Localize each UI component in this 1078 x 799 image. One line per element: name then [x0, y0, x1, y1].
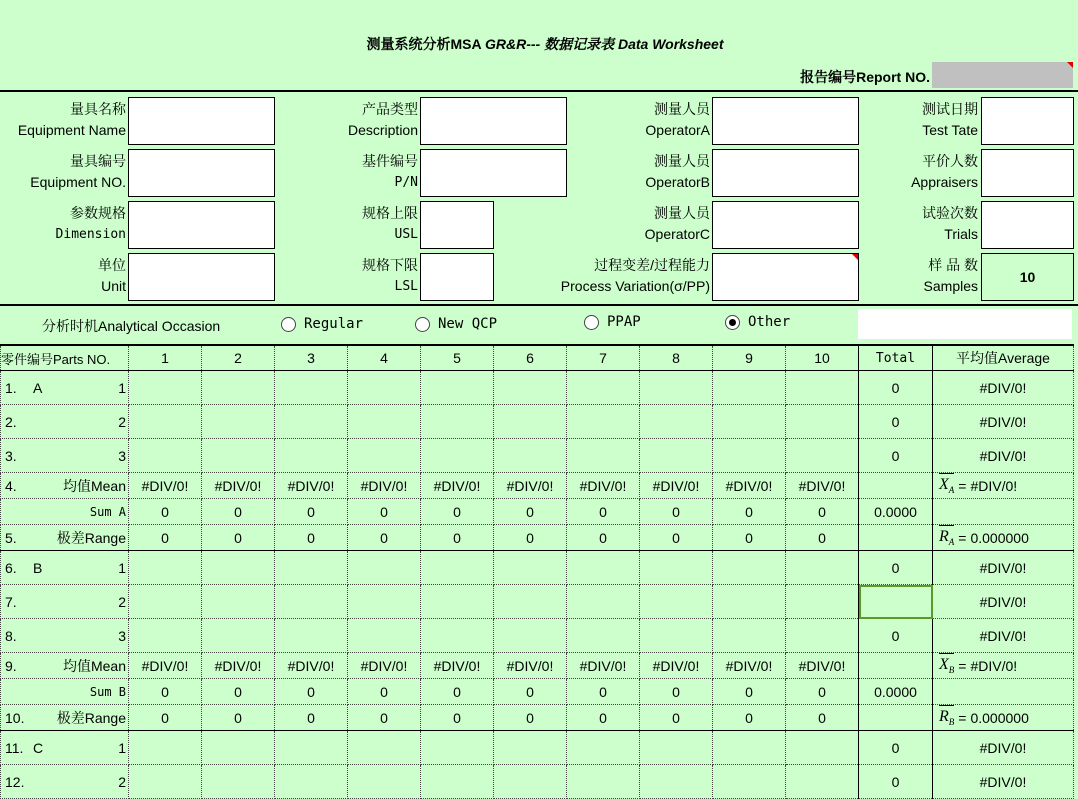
total-cell: 0.0000	[859, 679, 933, 705]
total-cell: 0	[859, 371, 933, 405]
measurement-cell[interactable]	[640, 551, 713, 585]
table-header-row	[1, 345, 1074, 371]
data-worksheet-table	[0, 344, 1074, 799]
unit-label: 单位 Unit	[98, 257, 126, 294]
measurement-cell[interactable]	[494, 405, 567, 439]
radio-ppap[interactable]: PPAP	[584, 314, 641, 330]
measurement-cell[interactable]	[275, 619, 348, 653]
usl-field[interactable]	[420, 201, 494, 249]
computed-cell: #DIV/0!	[348, 473, 421, 499]
computed-cell: #DIV/0!	[640, 653, 713, 679]
computed-cell: 0	[275, 499, 348, 525]
measurement-cell[interactable]	[129, 371, 202, 405]
operator-c-label: 测量人员 OperatorC	[644, 205, 710, 242]
part-column-header: 7	[567, 345, 640, 371]
trials-field[interactable]	[981, 201, 1074, 249]
trial-number: 3	[118, 627, 126, 644]
measurement-cell[interactable]	[640, 585, 713, 619]
radio-selected-icon	[725, 315, 740, 330]
computed-cell: 0	[494, 679, 567, 705]
average-cell: #DIV/0!	[933, 765, 1074, 799]
operator-c-field[interactable]	[712, 201, 859, 249]
computed-cell: 0	[567, 525, 640, 551]
average-header: 平均值Average	[933, 345, 1074, 371]
part-column-header: 5	[421, 345, 494, 371]
row-type-label: Sum B	[89, 684, 126, 699]
computed-cell: 0	[129, 525, 202, 551]
computed-cell: #DIV/0!	[129, 473, 202, 499]
computed-cell: #DIV/0!	[202, 653, 275, 679]
computed-cell: 0	[640, 499, 713, 525]
row-number: 7.	[5, 593, 17, 610]
average-cell: #DIV/0!	[933, 405, 1074, 439]
radio-circle-icon	[584, 315, 599, 330]
row-type-label: Sum A	[89, 504, 126, 519]
computed-cell: #DIV/0!	[786, 653, 859, 679]
computed-cell: 0	[640, 705, 713, 731]
measurement-cell[interactable]	[275, 405, 348, 439]
measurement-cell[interactable]	[567, 585, 640, 619]
trial-number: 1	[118, 379, 126, 396]
measurement-cell[interactable]	[567, 439, 640, 473]
row-label	[1, 551, 129, 585]
process-variation-field[interactable]	[712, 253, 859, 301]
equipment-no-label: 量具编号 Equipment NO.	[30, 153, 126, 190]
computed-cell: 0	[275, 679, 348, 705]
average-cell	[933, 499, 1074, 525]
average-cell: $R_A$ = 0.000000	[933, 525, 1074, 551]
row-number: 1.	[5, 379, 17, 396]
table-row	[1, 499, 1074, 525]
measurement-cell[interactable]	[640, 439, 713, 473]
test-date-label: 测试日期 Test Tate	[922, 101, 978, 138]
row-label	[1, 473, 129, 499]
total-cell[interactable]	[859, 585, 933, 619]
table-row	[1, 619, 1074, 653]
row-number: 11.	[5, 739, 24, 756]
average-cell: $X_B$ = #DIV/0!	[933, 653, 1074, 679]
table-row	[1, 371, 1074, 405]
trial-number: 2	[118, 593, 126, 610]
total-cell: 0	[859, 405, 933, 439]
measurement-cell[interactable]	[713, 371, 786, 405]
measurement-cell[interactable]	[786, 371, 859, 405]
table-row	[1, 473, 1074, 499]
row-label	[1, 525, 129, 551]
row-type-label: 均值Mean	[62, 657, 126, 674]
radio-circle-icon	[281, 317, 296, 332]
pn-label: 基件编号 P/N	[362, 153, 418, 190]
table-row	[1, 439, 1074, 473]
measurement-cell[interactable]	[202, 439, 275, 473]
row-label	[1, 619, 129, 653]
measurement-cell[interactable]	[567, 731, 640, 765]
radio-new-qcp[interactable]: New QCP	[415, 316, 497, 332]
appraisers-field[interactable]	[981, 149, 1074, 197]
measurement-cell[interactable]	[640, 619, 713, 653]
computed-cell: 0	[786, 499, 859, 525]
trial-number: 2	[118, 413, 126, 430]
appraiser-label: A	[33, 379, 43, 396]
measurement-cell[interactable]	[640, 731, 713, 765]
measurement-cell[interactable]	[567, 405, 640, 439]
computed-cell: #DIV/0!	[713, 653, 786, 679]
computed-cell: 0	[640, 679, 713, 705]
appraiser-label: B	[33, 559, 43, 576]
measurement-cell[interactable]	[202, 371, 275, 405]
measurement-cell[interactable]	[202, 405, 275, 439]
lsl-label: 规格下限 LSL	[362, 257, 418, 294]
row-number: 3.	[5, 447, 17, 464]
measurement-cell[interactable]	[129, 439, 202, 473]
dimension-label: 参数规格 Dimension	[55, 205, 126, 242]
measurement-cell[interactable]	[713, 405, 786, 439]
computed-cell: 0	[494, 705, 567, 731]
total-cell	[859, 705, 933, 731]
measurement-cell[interactable]	[348, 405, 421, 439]
computed-cell: 0	[786, 705, 859, 731]
row-label	[1, 585, 129, 619]
measurement-cell[interactable]	[494, 585, 567, 619]
measurement-cell[interactable]	[713, 731, 786, 765]
comment-indicator	[852, 254, 858, 260]
computed-cell: 0	[202, 679, 275, 705]
measurement-cell[interactable]	[421, 371, 494, 405]
measurement-cell[interactable]	[713, 585, 786, 619]
row-number: 10.	[5, 709, 25, 726]
measurement-cell[interactable]	[421, 439, 494, 473]
average-cell: #DIV/0!	[933, 371, 1074, 405]
average-cell: $X_A$ = #DIV/0!	[933, 473, 1074, 499]
computed-cell: 0	[713, 499, 786, 525]
measurement-cell[interactable]	[494, 731, 567, 765]
measurement-cell[interactable]	[348, 439, 421, 473]
measurement-cell[interactable]	[421, 551, 494, 585]
computed-cell: 0	[494, 525, 567, 551]
measurement-cell[interactable]	[786, 439, 859, 473]
comment-indicator	[1067, 62, 1073, 68]
computed-cell: 0	[421, 705, 494, 731]
computed-cell: #DIV/0!	[129, 653, 202, 679]
row-type-label: 极差Range	[56, 529, 126, 546]
total-cell: 0	[859, 765, 933, 799]
part-column-header: 2	[202, 345, 275, 371]
measurement-cell[interactable]	[348, 371, 421, 405]
description-label: 产品类型 Description	[347, 101, 418, 138]
part-column-header: 10	[786, 345, 859, 371]
divider	[0, 304, 1078, 306]
measurement-cell[interactable]	[275, 731, 348, 765]
appraiser-label: C	[33, 739, 44, 756]
average-cell: #DIV/0!	[933, 585, 1074, 619]
measurement-cell[interactable]	[202, 585, 275, 619]
measurement-cell[interactable]	[129, 551, 202, 585]
row-label	[1, 439, 129, 473]
table-row	[1, 525, 1074, 551]
computed-cell: #DIV/0!	[640, 473, 713, 499]
appraisers-label: 平价人数 Appraisers	[911, 153, 978, 190]
measurement-cell[interactable]	[640, 371, 713, 405]
row-number: 2.	[5, 413, 17, 430]
trial-number: 3	[118, 447, 126, 464]
samples-label: 样 品 数 Samples	[923, 257, 978, 294]
measurement-cell[interactable]	[129, 731, 202, 765]
usl-label: 规格上限 USL	[362, 205, 418, 242]
measurement-cell[interactable]	[348, 731, 421, 765]
computed-cell: 0	[713, 525, 786, 551]
computed-cell: 0	[348, 679, 421, 705]
measurement-cell[interactable]	[567, 371, 640, 405]
measurement-cell[interactable]	[348, 585, 421, 619]
computed-cell: 0	[275, 525, 348, 551]
measurement-cell[interactable]	[640, 405, 713, 439]
divider	[0, 90, 1078, 92]
computed-cell: 0	[202, 499, 275, 525]
measurement-cell[interactable]	[421, 731, 494, 765]
average-cell: #DIV/0!	[933, 731, 1074, 765]
computed-cell: 0	[567, 499, 640, 525]
equipment-name-field[interactable]	[128, 97, 275, 145]
row-type-label: 均值Mean	[62, 477, 126, 494]
computed-cell: #DIV/0!	[567, 653, 640, 679]
unit-field[interactable]	[128, 253, 275, 301]
operator-b-field[interactable]	[712, 149, 859, 197]
computed-cell: #DIV/0!	[786, 473, 859, 499]
measurement-cell[interactable]	[129, 619, 202, 653]
operator-a-field[interactable]	[712, 97, 859, 145]
row-label	[1, 405, 129, 439]
total-cell: 0	[859, 551, 933, 585]
total-cell: 0	[859, 619, 933, 653]
trials-label: 试验次数 Trials	[922, 205, 978, 242]
measurement-cell[interactable]	[786, 585, 859, 619]
measurement-cell[interactable]	[421, 619, 494, 653]
measurement-cell[interactable]	[129, 585, 202, 619]
table-row	[1, 653, 1074, 679]
trial-number: 2	[118, 773, 126, 790]
test-date-field[interactable]	[981, 97, 1074, 145]
measurement-cell[interactable]	[421, 405, 494, 439]
computed-cell: #DIV/0!	[202, 473, 275, 499]
lsl-field[interactable]	[420, 253, 494, 301]
total-cell: 0	[859, 439, 933, 473]
computed-cell: #DIV/0!	[421, 473, 494, 499]
average-cell	[933, 679, 1074, 705]
computed-cell: 0	[348, 499, 421, 525]
equipment-no-field[interactable]	[128, 149, 275, 197]
measurement-cell[interactable]	[786, 619, 859, 653]
table-row	[1, 405, 1074, 439]
row-number: 4.	[5, 477, 17, 494]
computed-cell: 0	[129, 705, 202, 731]
computed-cell: #DIV/0!	[494, 653, 567, 679]
part-column-header: 8	[640, 345, 713, 371]
stat-symbol: $X_A$	[939, 476, 954, 495]
computed-cell: 0	[348, 705, 421, 731]
computed-cell: #DIV/0!	[348, 653, 421, 679]
dimension-field[interactable]	[128, 201, 275, 249]
operator-b-label: 测量人员 OperatorB	[645, 153, 710, 190]
measurement-cell[interactable]	[786, 731, 859, 765]
computed-cell: 0	[567, 705, 640, 731]
measurement-cell[interactable]	[275, 551, 348, 585]
measurement-cell[interactable]	[494, 371, 567, 405]
computed-cell: #DIV/0!	[421, 653, 494, 679]
total-cell	[859, 473, 933, 499]
row-type-label: 极差Range	[56, 709, 126, 726]
part-column-header: 9	[713, 345, 786, 371]
measurement-cell[interactable]	[494, 619, 567, 653]
stat-symbol: $R_A$	[939, 528, 954, 547]
measurement-cell[interactable]	[786, 551, 859, 585]
part-column-header: 1	[129, 345, 202, 371]
measurement-cell[interactable]	[421, 585, 494, 619]
row-label	[1, 499, 129, 525]
samples-field[interactable]: 10	[981, 253, 1074, 301]
table-row	[1, 679, 1074, 705]
computed-cell: 0	[713, 705, 786, 731]
table-row	[1, 585, 1074, 619]
computed-cell: 0	[202, 705, 275, 731]
measurement-cell[interactable]	[348, 619, 421, 653]
measurement-cell[interactable]	[713, 439, 786, 473]
measurement-cell[interactable]	[348, 551, 421, 585]
measurement-cell[interactable]	[567, 619, 640, 653]
computed-cell: #DIV/0!	[567, 473, 640, 499]
measurement-cell[interactable]	[275, 439, 348, 473]
row-label	[1, 679, 129, 705]
equipment-name-label: 量具名称 Equipment Name	[17, 101, 126, 138]
row-number: 12.	[5, 773, 25, 790]
computed-cell: 0	[348, 525, 421, 551]
part-column-header: 6	[494, 345, 567, 371]
computed-cell: 0	[129, 499, 202, 525]
computed-cell: 0	[421, 679, 494, 705]
row-label	[1, 705, 129, 731]
measurement-cell[interactable]	[202, 619, 275, 653]
table-row	[1, 731, 1074, 765]
computed-cell: 0	[494, 499, 567, 525]
measurement-cell[interactable]	[567, 551, 640, 585]
row-number: 6.	[5, 559, 17, 576]
parts-no-header: 零件编号Parts NO.	[1, 345, 129, 371]
radio-circle-icon	[415, 317, 430, 332]
measurement-cell[interactable]	[129, 405, 202, 439]
row-number: 5.	[5, 529, 17, 546]
computed-cell: 0	[786, 679, 859, 705]
computed-cell: 0	[567, 679, 640, 705]
measurement-cell[interactable]	[494, 439, 567, 473]
row-label	[1, 371, 129, 405]
row-label	[1, 731, 129, 765]
total-cell	[859, 525, 933, 551]
computed-cell: #DIV/0!	[275, 473, 348, 499]
computed-cell: #DIV/0!	[275, 653, 348, 679]
table-row	[1, 551, 1074, 585]
stat-symbol: $R_B$	[939, 708, 954, 727]
measurement-cell[interactable]	[494, 551, 567, 585]
computed-cell: #DIV/0!	[713, 473, 786, 499]
radio-regular[interactable]: Regular	[281, 316, 363, 332]
other-occasion-input[interactable]	[858, 309, 1072, 339]
average-cell: #DIV/0!	[933, 439, 1074, 473]
computed-cell: 0	[421, 499, 494, 525]
part-column-header: 3	[275, 345, 348, 371]
computed-cell: #DIV/0!	[494, 473, 567, 499]
row-number: 8.	[5, 627, 17, 644]
row-label	[1, 653, 129, 679]
computed-cell: 0	[129, 679, 202, 705]
measurement-cell[interactable]	[275, 585, 348, 619]
computed-cell: 0	[713, 679, 786, 705]
total-header: Total	[859, 345, 933, 371]
process-variation-label: 过程变差/过程能力 Process Variation(σ/PP)	[560, 257, 710, 294]
stat-symbol: $X_B$	[939, 656, 954, 675]
measurement-cell[interactable]	[202, 551, 275, 585]
total-cell: 0.0000	[859, 499, 933, 525]
average-cell: #DIV/0!	[933, 551, 1074, 585]
radio-other[interactable]: Other	[725, 314, 790, 330]
worksheet-title: 测量系统分析MSA GR&R--- 数据记录表 Data Worksheet	[366, 36, 724, 52]
computed-cell: 0	[202, 525, 275, 551]
average-cell: #DIV/0!	[933, 619, 1074, 653]
total-cell	[859, 653, 933, 679]
total-cell: 0	[859, 731, 933, 765]
measurement-cell[interactable]	[202, 731, 275, 765]
trial-number: 1	[118, 559, 126, 576]
occasion-label: 分析时机Analytical Occasion	[42, 318, 221, 334]
average-cell: $R_B$ = 0.000000	[933, 705, 1074, 731]
trial-number: 1	[118, 739, 126, 756]
computed-cell: 0	[421, 525, 494, 551]
measurement-cell[interactable]	[786, 405, 859, 439]
measurement-cell[interactable]	[275, 371, 348, 405]
row-number: 9.	[5, 657, 17, 674]
computed-cell: 0	[275, 705, 348, 731]
operator-a-label: 测量人员 OperatorA	[645, 101, 710, 138]
computed-cell: 0	[640, 525, 713, 551]
table-row	[1, 705, 1074, 731]
part-column-header: 4	[348, 345, 421, 371]
report-no-cell[interactable]	[932, 62, 1073, 88]
measurement-cell[interactable]	[713, 551, 786, 585]
measurement-cell[interactable]	[713, 619, 786, 653]
computed-cell: 0	[786, 525, 859, 551]
report-no-label: 报告编号Report NO.	[800, 69, 930, 85]
